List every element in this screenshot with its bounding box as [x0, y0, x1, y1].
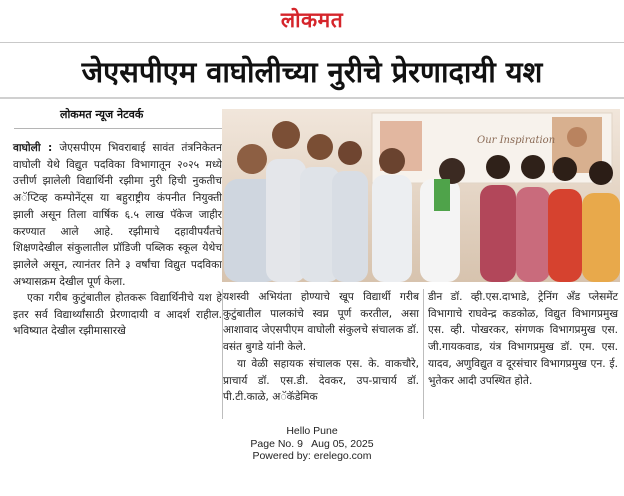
byline: लोकमत न्यूज नेटवर्क	[60, 108, 144, 121]
article-paragraph: डीन डॉ. व्ही.एस.दाभाडे, ट्रेनिंग अँड प्लेसमेंट विभागाचे राघवेन्द्र कडकोळ, विद्युत विभागप्रमुख एस. व्ही. पोखरकर, संगणक विभागप्रमुख एस. जी.गायकवाड, यंत्र विभागप्रमुख डॉ. एम. एस. यादव, अणुविद्युत व दूरसंचार विभागप्रमुख एन. ई. भुतेकर आदी उपस्थित होते.	[428, 291, 618, 387]
footer-page-date: Page No. 9 Aug 05, 2025	[250, 437, 374, 450]
article-column-2	[223, 289, 419, 406]
article-paragraph: यशस्वी अभियंता होण्याचे खूप विद्यार्थी गरीब कुटुंबातील पालकांचे स्वप्न पूर्ण करतील, असा आशावाद जेएसपीएम वाघोली संकुलचे संचालक डॉ. वसंत बुगडे यांनी केले.	[223, 291, 419, 354]
article-column-1-continued	[13, 290, 222, 340]
dateline-place: वाघोली :	[13, 142, 53, 154]
news-photo	[222, 109, 620, 282]
article-column-1	[13, 140, 222, 290]
article-column-3	[428, 289, 618, 389]
footer-powered-by: Powered by: erelego.com	[252, 450, 372, 462]
banner-text: Our Inspiration	[477, 135, 556, 146]
article-paragraph: या वेळी सहायक संचालक एस. के. वाकचौरे, प्राचार्य डॉ. एस.डी. देवकर, उप-प्राचार्य डॉ. पी.टी.काळे, अॅकॅडेमिक	[223, 357, 419, 404]
headline-divider	[0, 97, 624, 99]
article-paragraph: जेएसपीएम भिवराबाई सावंत तंत्रनिकेतन वाघोली येथे विद्युत पदविका विभागातून २०२५ मध्ये उत्तीर्ण झालेली विद्यार्थिनी रझीमा नुरी हिची नुकतीच अॅप्टिव्ह कम्पोनेंट्स या बहुराष्ट्रीय कंपनीत नियुक्ती झाली असून तिला वार्षिक ६.५ लाख पॅकेज जाहीर करण्यात आले आहे. रझीमाचे दहावीपर्यंतचे शिक्षणदेखील संकुलातील प्रॉडिजी पब्लिक स्कूल येथेच झालेले असून, त्यानंतर तिने ३ वर्षांचा विद्युत पदविका अभ्यासक्रम देखील पूर्ण केला.	[13, 142, 222, 288]
footer-edition: Hello Pune	[286, 425, 338, 437]
masthead-divider	[0, 42, 624, 43]
column-divider	[423, 289, 424, 419]
headline: जेएसपीएम वाघोलीच्या नुरीचे प्रेरणादायी यश	[81, 55, 543, 89]
page-footer	[0, 425, 624, 463]
group-photo-illustration	[222, 109, 620, 282]
masthead-logo: लोकमत	[280, 7, 344, 32]
article-paragraph: एका गरीब कुटुंबातील होतकरू विद्यार्थिनीचे यश हे इतर सर्व विद्यार्थ्यांसाठी प्रेरणादायी व आदर्श राहील. भविष्यात देखील रझीमासारखे	[13, 292, 222, 338]
byline-divider	[14, 128, 222, 129]
